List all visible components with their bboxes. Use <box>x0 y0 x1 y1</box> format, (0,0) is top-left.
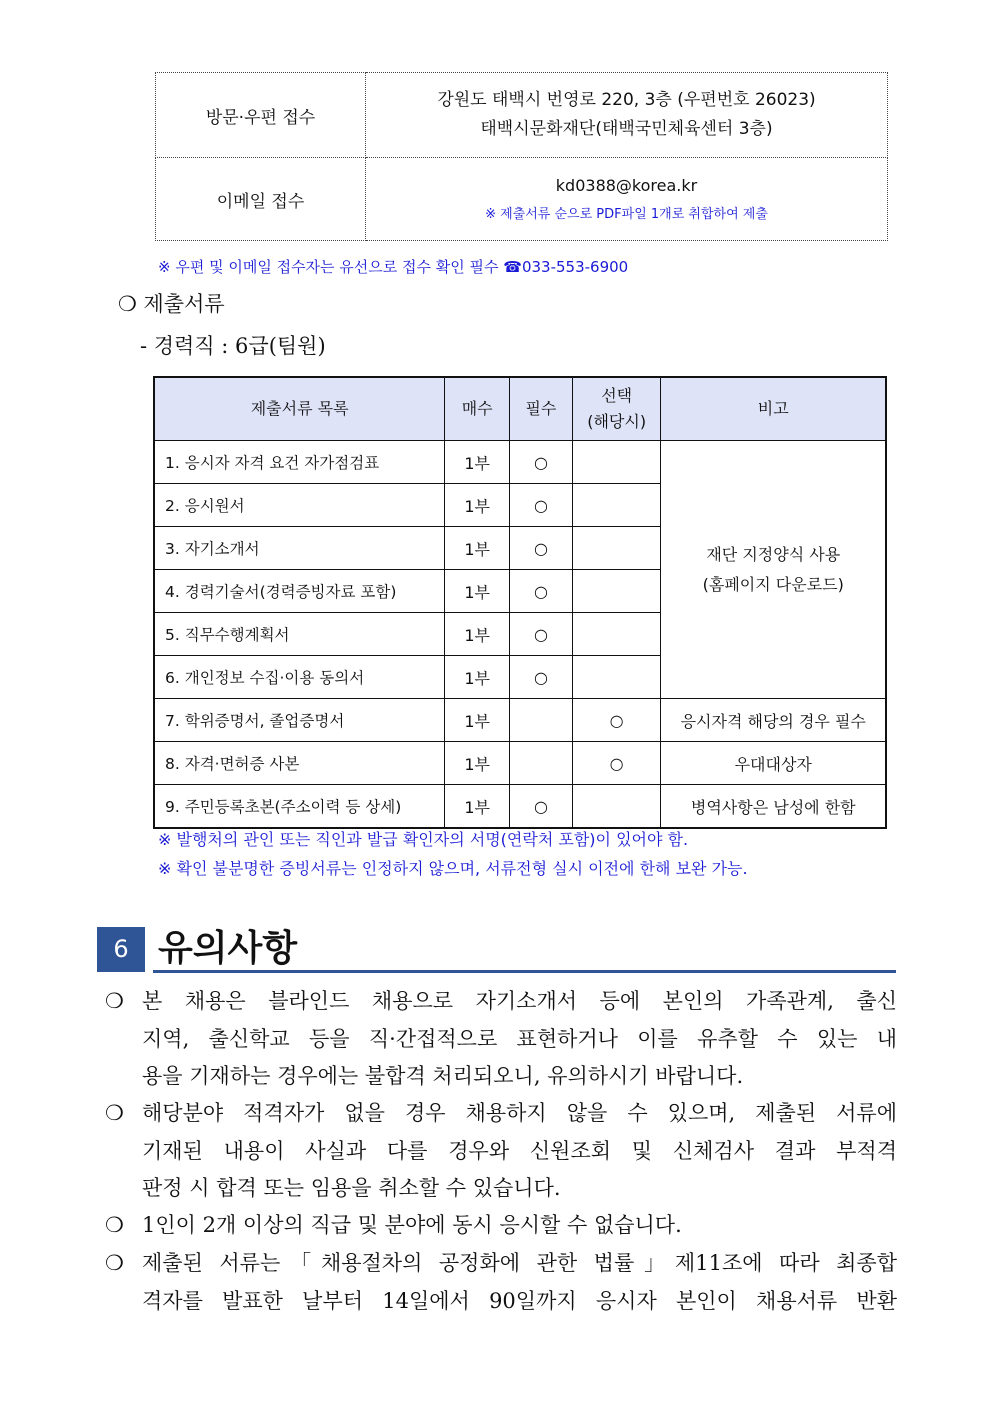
email-note: ※ 제출서류 순으로 PDF파일 1개로 취합하여 제출 <box>485 207 768 222</box>
doc-optional: ○ <box>572 699 661 742</box>
doc-required: ○ <box>510 785 573 829</box>
doc-note-merged <box>661 441 886 699</box>
doc-note: 우대대상자 <box>661 742 886 785</box>
doc-name: 3. 자기소개서 <box>154 527 445 570</box>
doc-optional <box>572 656 661 699</box>
doc-name: 1. 응시자 자격 요건 자가점검표 <box>154 441 445 484</box>
doc-optional <box>572 484 661 527</box>
bullet-icon: ❍ <box>105 1251 124 1275</box>
email-label: 이메일 접수 <box>156 158 366 241</box>
reception-table <box>155 72 888 241</box>
bullet-icon: ❍ <box>105 1213 124 1237</box>
visit-address <box>366 73 888 158</box>
doc-name: 8. 자격·면허증 사본 <box>154 742 445 785</box>
table-row <box>154 785 886 829</box>
header-required: 필수 <box>510 377 573 441</box>
doc-count: 1부 <box>445 527 510 570</box>
doc-optional <box>572 785 661 829</box>
doc-required: ○ <box>510 656 573 699</box>
doc-count: 1부 <box>445 699 510 742</box>
section-number-badge: 6 <box>97 927 145 972</box>
doc-note: 응시자격 해당의 경우 필수 <box>661 699 886 742</box>
docs-subheading: - 경력직 : 6급(팀원) <box>140 334 326 358</box>
docs-heading: ❍ 제출서류 <box>118 292 225 316</box>
caution-line: 해당분야 적격자가 없을 경우 채용하지 않을 수 있으며, 제출된 서류에 <box>142 1101 897 1125</box>
header-optional-line-2: (해당시) <box>587 412 647 431</box>
doc-required: ○ <box>510 570 573 613</box>
merged-note-line-2: (홈페이지 다운로드) <box>702 574 844 594</box>
header-optional-line-1: 선택 <box>601 386 633 405</box>
bullet-icon: ❍ <box>105 1101 124 1125</box>
table-row <box>154 699 886 742</box>
email-address: kd0388@korea.kr <box>555 176 698 195</box>
doc-count: 1부 <box>445 656 510 699</box>
header-note: 비고 <box>661 377 886 441</box>
caution-line: 본 채용은 블라인드 채용으로 자기소개서 등에 본인의 가족관계, 출신 <box>142 989 897 1013</box>
doc-name: 7. 학위증명서, 졸업증명서 <box>154 699 445 742</box>
doc-name: 9. 주민등록초본(주소이력 등 상세) <box>154 785 445 829</box>
doc-required <box>510 742 573 785</box>
reception-note: ※ 우편 및 이메일 접수자는 유선으로 접수 확인 필수 ☎033-553-6900 <box>158 258 629 276</box>
header-doc-name: 제출서류 목록 <box>154 377 445 441</box>
email-cell <box>366 158 888 241</box>
header-count: 매수 <box>445 377 510 441</box>
doc-optional <box>572 527 661 570</box>
header-optional <box>572 377 661 441</box>
caution-line: 격자를 발표한 날부터 14일에서 90일까지 응시자 본인이 채용서류 반환 <box>142 1288 897 1313</box>
doc-required: ○ <box>510 484 573 527</box>
caution-item <box>105 983 897 1096</box>
doc-optional <box>572 613 661 656</box>
doc-count: 1부 <box>445 484 510 527</box>
doc-optional <box>572 441 661 484</box>
doc-note-2: ※ 확인 불분명한 증빙서류는 인정하지 않으며, 서류전형 실시 이전에 한해 보완 가능. <box>158 859 748 878</box>
doc-count: 1부 <box>445 570 510 613</box>
section-title: 유의사항 <box>158 928 298 969</box>
caution-line: 제출된 서류는「채용절차의 공정화에 관한 법률」제11조에 따라 최종합 <box>142 1251 897 1275</box>
doc-optional: ○ <box>572 742 661 785</box>
doc-count: 1부 <box>445 441 510 484</box>
doc-count: 1부 <box>445 742 510 785</box>
bullet-icon: ❍ <box>105 989 124 1013</box>
table-row <box>154 441 886 484</box>
caution-line: 기재된 내용이 사실과 다를 경우와 신원조회 및 신체검사 결과 부적격 <box>142 1138 897 1163</box>
caution-line: 용을 기재하는 경우에는 불합격 처리되오니, 유의하시기 바랍니다. <box>142 1064 744 1088</box>
caution-item <box>105 1245 897 1320</box>
merged-note-line-1: 재단 지정양식 사용 <box>706 544 841 564</box>
doc-note: 병역사항은 남성에 한함 <box>661 785 886 829</box>
doc-name: 4. 경력기술서(경력증빙자료 포함) <box>154 570 445 613</box>
doc-optional <box>572 570 661 613</box>
doc-name: 6. 개인정보 수집·이용 동의서 <box>154 656 445 699</box>
section-divider <box>153 970 896 973</box>
doc-required <box>510 699 573 742</box>
doc-count: 1부 <box>445 613 510 656</box>
table-row <box>154 742 886 785</box>
doc-required: ○ <box>510 441 573 484</box>
documents-table <box>153 376 887 829</box>
doc-name: 5. 직무수행계획서 <box>154 613 445 656</box>
caution-line: 지역, 출신학교 등을 직·간접적으로 표현하거나 이를 유추할 수 있는 내 <box>142 1026 897 1051</box>
visit-address-line-1: 강원도 태백시 번영로 220, 3층 (우편번호 26023) <box>437 90 816 110</box>
documents-header-row <box>154 377 886 441</box>
caution-line: 1인이 2개 이상의 직급 및 분야에 동시 응시할 수 없습니다. <box>142 1213 682 1237</box>
doc-required: ○ <box>510 613 573 656</box>
doc-count: 1부 <box>445 785 510 829</box>
caution-line: 판정 시 합격 또는 임용을 취소할 수 있습니다. <box>142 1176 561 1200</box>
doc-name: 2. 응시원서 <box>154 484 445 527</box>
caution-item <box>105 1207 897 1245</box>
visit-label: 방문·우편 접수 <box>156 73 366 158</box>
visit-address-line-2: 태백시문화재단(태백국민체육센터 3층) <box>480 119 773 139</box>
doc-required: ○ <box>510 527 573 570</box>
caution-item <box>105 1095 897 1208</box>
doc-note-1: ※ 발행처의 관인 또는 직인과 발급 확인자의 서명(연락처 포함)이 있어야 함. <box>158 830 689 849</box>
